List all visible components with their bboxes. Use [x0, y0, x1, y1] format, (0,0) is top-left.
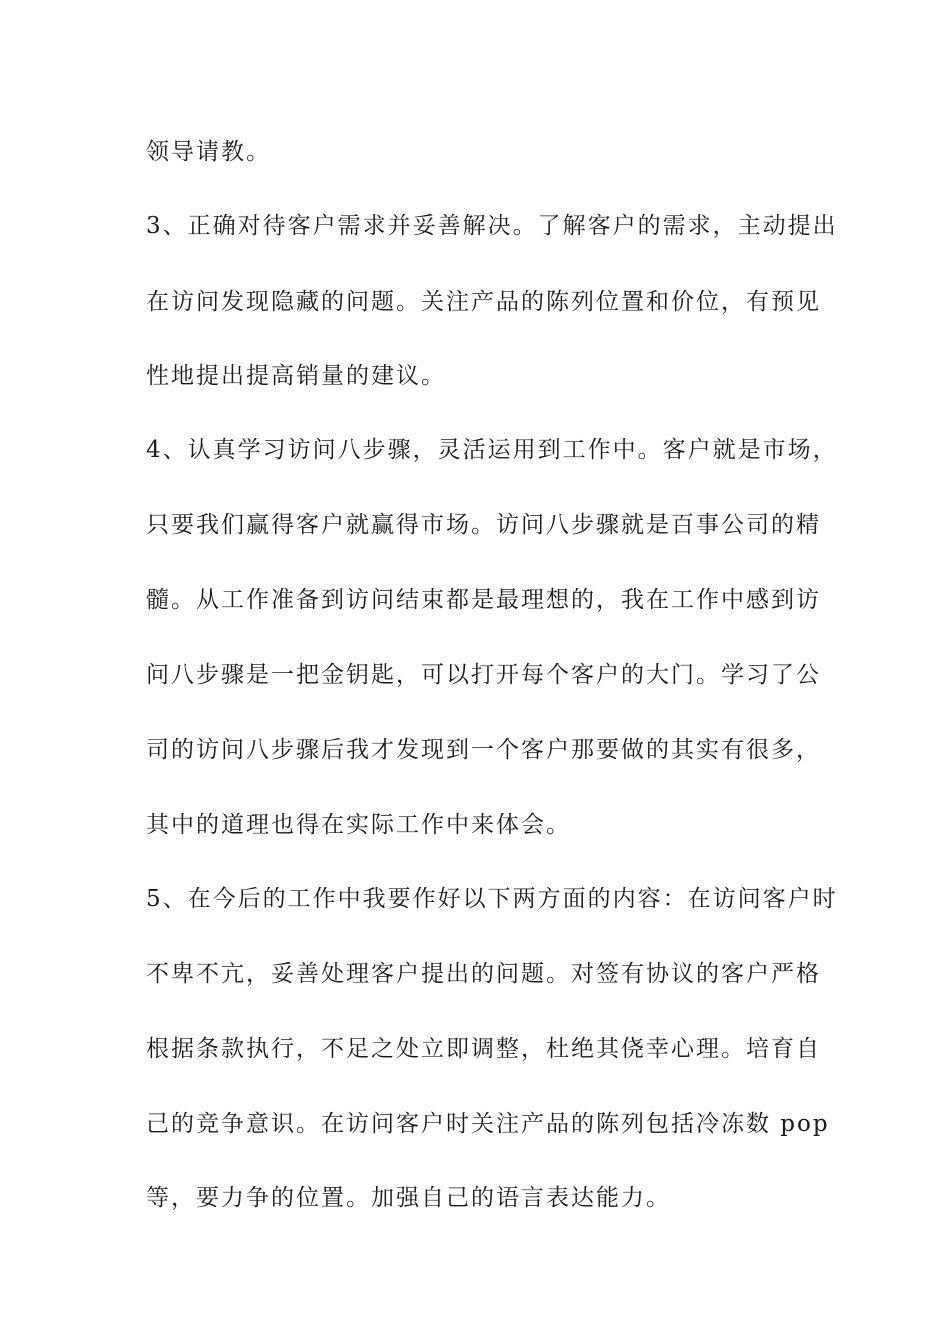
- text-line: 领导请教。: [146, 139, 271, 165]
- text-line: 己的竞争意识。在访问客户时关注产品的陈列包括冷冻数 pop: [146, 1111, 830, 1137]
- text-line: 髓。从工作准备到访问结束都是最理想的，我在工作中感到访: [146, 587, 821, 613]
- text-line: 等，要力争的位置。加强自己的语言表达能力。: [146, 1185, 671, 1211]
- text-line: 3、正确对待客户需求并妥善解决。了解客户的需求，主动提出: [146, 213, 838, 239]
- text-line: 问八步骤是一把金钥匙，可以打开每个客户的大门。学习了公: [146, 662, 821, 688]
- text-line: 其中的道理也得在实际工作中来体会。: [146, 812, 571, 838]
- text-line: 5、在今后的工作中我要作好以下两方面的内容：在访问客户时: [146, 886, 838, 912]
- text-line: 根据条款执行，不足之处立即调整，杜绝其侥幸心理。培育自: [146, 1036, 821, 1062]
- text-line: 性地提出提高销量的建议。: [146, 363, 446, 389]
- text-line: 在访问发现隐藏的问题。关注产品的陈列位置和价位，有预见: [146, 289, 821, 315]
- text-line: 不卑不亢，妥善处理客户提出的问题。对签有协议的客户严格: [146, 961, 821, 987]
- text-line: 司的访问八步骤后我才发现到一个客户那要做的其实有很多，: [146, 737, 821, 763]
- text-line: 只要我们赢得客户就赢得市场。访问八步骤就是百事公司的精: [146, 512, 821, 538]
- text-line: 4、认真学习访问八步骤，灵活运用到工作中。客户就是市场，: [146, 437, 838, 463]
